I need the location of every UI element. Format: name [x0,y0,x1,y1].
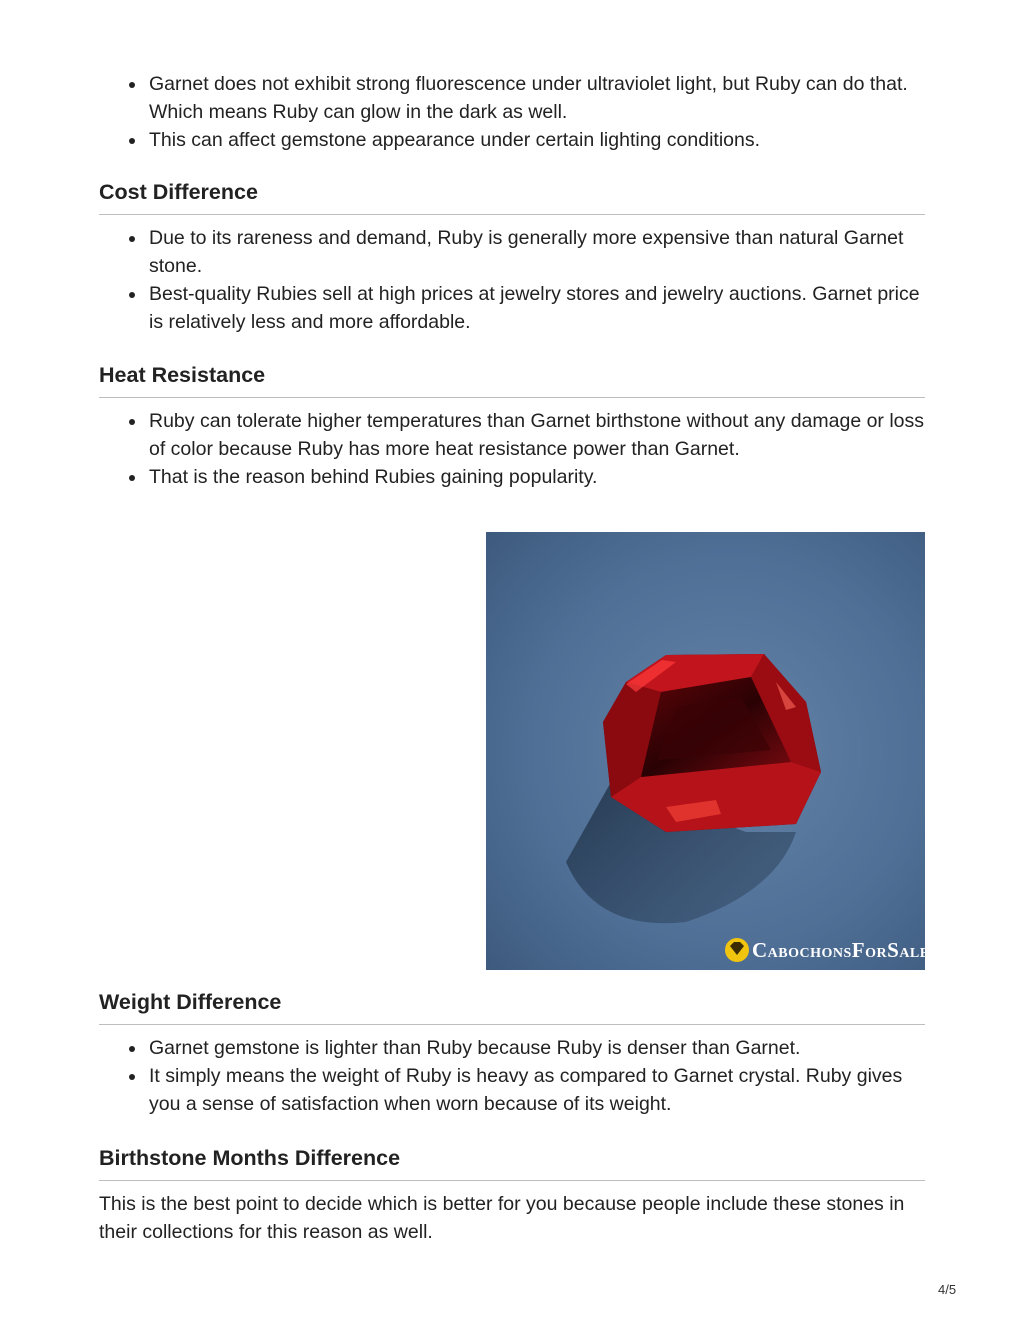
garnet-photo [486,532,930,970]
weight-list [99,1034,925,1118]
birthstone-paragraph: This is the best point to decide which is better for you because people include these stones in their collections for this reason as well. [99,1193,905,1243]
birthstone-months-heading: Birthstone Months Difference [99,1144,925,1181]
heat-resistance-heading: Heat Resistance [99,361,925,398]
list-item: Due to its rareness and demand, Ruby is generally more expensive than natural Garnet stone. [149,224,925,280]
list-item: Garnet does not exhibit strong fluorescence under ultraviolet light, but Ruby can do that. Which means Ruby can glow in the dark as well. [149,70,925,126]
list-item: That is the reason behind Rubies gaining popularity. [149,463,925,491]
weight-difference-heading: Weight Difference [99,988,925,1025]
list-item: Best-quality Rubies sell at high prices at jewelry stores and jewelry auctions. Garnet price is relatively less and more affordable. [149,280,925,336]
list-item: It simply means the weight of Ruby is heavy as compared to Garnet crystal. Ruby gives you a sense of satisfaction when worn because of its weight. [149,1062,925,1118]
heat-list [99,407,925,491]
cost-list [99,224,925,336]
fluorescence-list [99,70,925,154]
gem-logo-icon [725,938,749,962]
watermark-text: CABOCHONSFORSALE [752,938,930,962]
list-item: Ruby can tolerate higher temperatures than Garnet birthstone without any damage or loss of color because Ruby has more heat resistance power than Garnet. [149,407,925,463]
cost-difference-heading: Cost Difference [99,178,925,215]
page-number: 4/5 [938,1282,957,1297]
list-item: Garnet gemstone is lighter than Ruby because Ruby is denser than Garnet. [149,1034,925,1062]
list-item: This can affect gemstone appearance under certain lighting conditions. [149,126,925,154]
